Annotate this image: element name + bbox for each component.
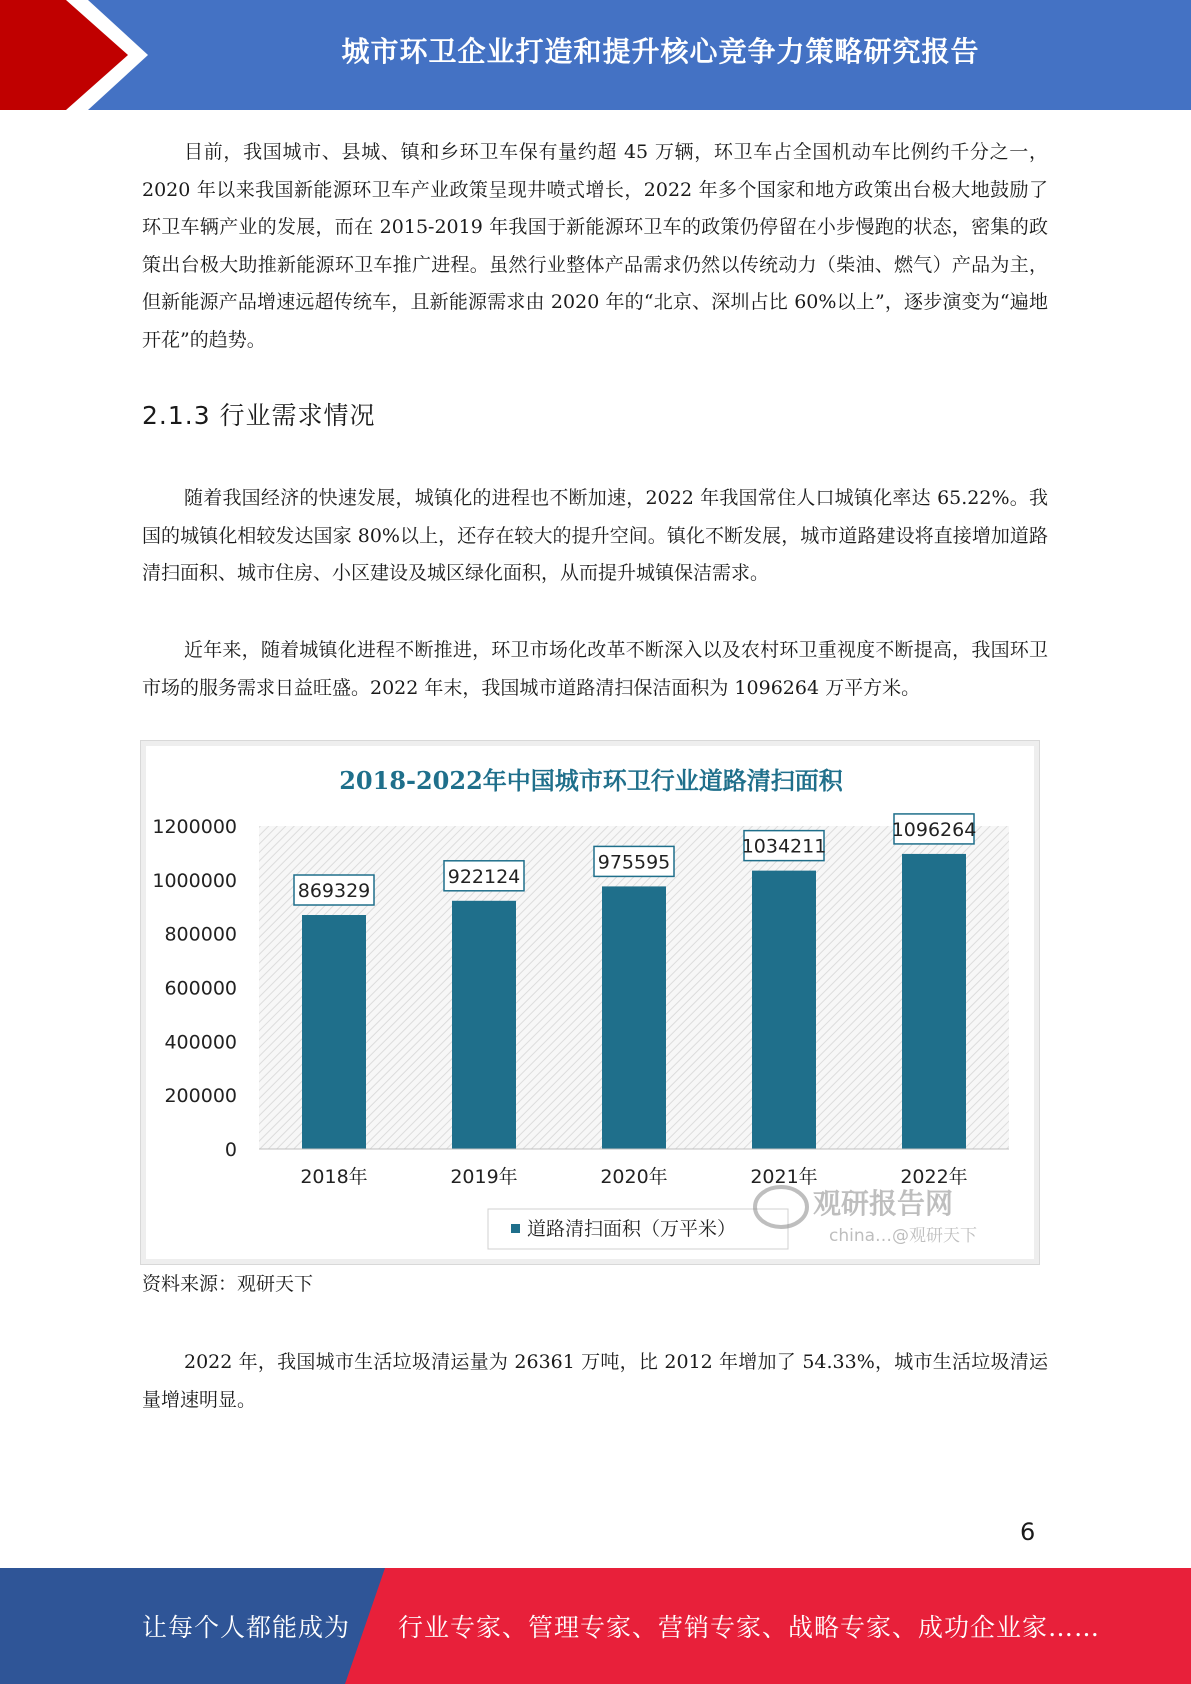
legend-label: 道路清扫面积（万平米） xyxy=(527,1218,737,1240)
paragraph-1: 目前，我国城市、县城、镇和乡环卫车保有量约超 45 万辆，环卫车占全国机动车比例约千分之一， 2020 年以来我国新能源环卫车产业政策呈现井喷式增长，2022 年多个国家和地方政策出台极大地鼓励了环卫车辆产业的发展，而在 2015-2019 年我国于新能源环卫车的政策仍停留在小步慢跑的状态，密集的政策出台极大助推新能源环卫车推广进程。虽然行业整体产品需求仍然以传统动力（柴油、燃气）产品为主，但新能源产品增速远超传统车，且新能源需求由 2020 年的“北京、深圳占比 60%以上”，逐步演变为“遍地开花”的趋势。 xyxy=(142,141,1048,351)
watermark-subtext: china…@观研天下 xyxy=(829,1226,978,1246)
data-label: 1096264 xyxy=(891,818,977,841)
chart-legend xyxy=(488,1209,788,1249)
y-tick-label: 1200000 xyxy=(152,816,237,838)
y-tick-label: 600000 xyxy=(164,977,237,1000)
x-tick-label: 2019年 xyxy=(450,1166,518,1188)
bar xyxy=(902,854,966,1149)
paragraph-2: 随着我国经济的快速发展，城镇化的进程也不断加速，2022 年我国常住人口城镇化率达 65.22%。我国的城镇化相较发达国家 80%以上，还存在较大的提升空间。镇化不断发展，城市道路建设将直接增加道路清扫面积、城市住房、小区建设及城区绿化面积，从而提升城镇保洁需求。 xyxy=(142,487,1048,584)
y-tick-label: 400000 xyxy=(164,1031,237,1054)
bar xyxy=(602,886,666,1149)
y-tick-label: 1000000 xyxy=(152,869,237,892)
header-arrow-decoration xyxy=(0,0,150,110)
paragraph-4: 2022 年，我国城市生活垃圾清运量为 26361 万吨，比 2012 年增加了 54.33%，城市生活垃圾清运量增速明显。 xyxy=(142,1351,1048,1411)
legend-swatch xyxy=(511,1224,520,1233)
chart-canvas xyxy=(141,741,1041,1266)
section-heading: 2.1.3 行业需求情况 xyxy=(142,401,376,430)
data-label: 975595 xyxy=(597,851,671,874)
y-tick-label: 0 xyxy=(224,1139,237,1161)
footer-slogan-right: 行业专家、管理专家、营销专家、战略专家、成功企业家…… xyxy=(398,1613,1101,1642)
chart-title: 2018-2022年中国城市环卫行业道路清扫面积 xyxy=(339,766,843,795)
data-label: 1034211 xyxy=(741,835,827,858)
x-tick-label: 2018年 xyxy=(300,1166,368,1188)
bar-chart xyxy=(140,740,1040,1265)
y-tick-label: 200000 xyxy=(164,1085,237,1108)
footer-slogan-left: 让每个人都能成为 xyxy=(142,1613,351,1642)
page-header xyxy=(0,0,1191,110)
watermark-text: 观研报告网 xyxy=(813,1187,954,1220)
data-label: 922124 xyxy=(447,865,521,888)
paragraph-3: 近年来，随着城镇化进程不断推进，环卫市场化改革不断深入以及农村环卫重视度不断提高，我国环卫市场的服务需求日益旺盛。2022 年末，我国城市道路清扫保洁面积为 1096264 万平方米。 xyxy=(142,639,1048,699)
report-title: 城市环卫企业打造和提升核心竞争力策略研究报告 xyxy=(341,35,980,68)
bar xyxy=(752,871,816,1149)
bar xyxy=(302,915,366,1149)
bar xyxy=(452,901,516,1149)
x-tick-label: 2022年 xyxy=(900,1166,968,1188)
page-footer xyxy=(0,1568,1191,1684)
chart-source: 资料来源：观研天下 xyxy=(142,1273,314,1295)
page-number: 6 xyxy=(1020,1518,1036,1546)
x-tick-label: 2020年 xyxy=(600,1166,668,1188)
x-tick-label: 2021年 xyxy=(750,1166,818,1188)
y-tick-label: 800000 xyxy=(164,923,237,946)
data-label: 869329 xyxy=(297,880,371,903)
